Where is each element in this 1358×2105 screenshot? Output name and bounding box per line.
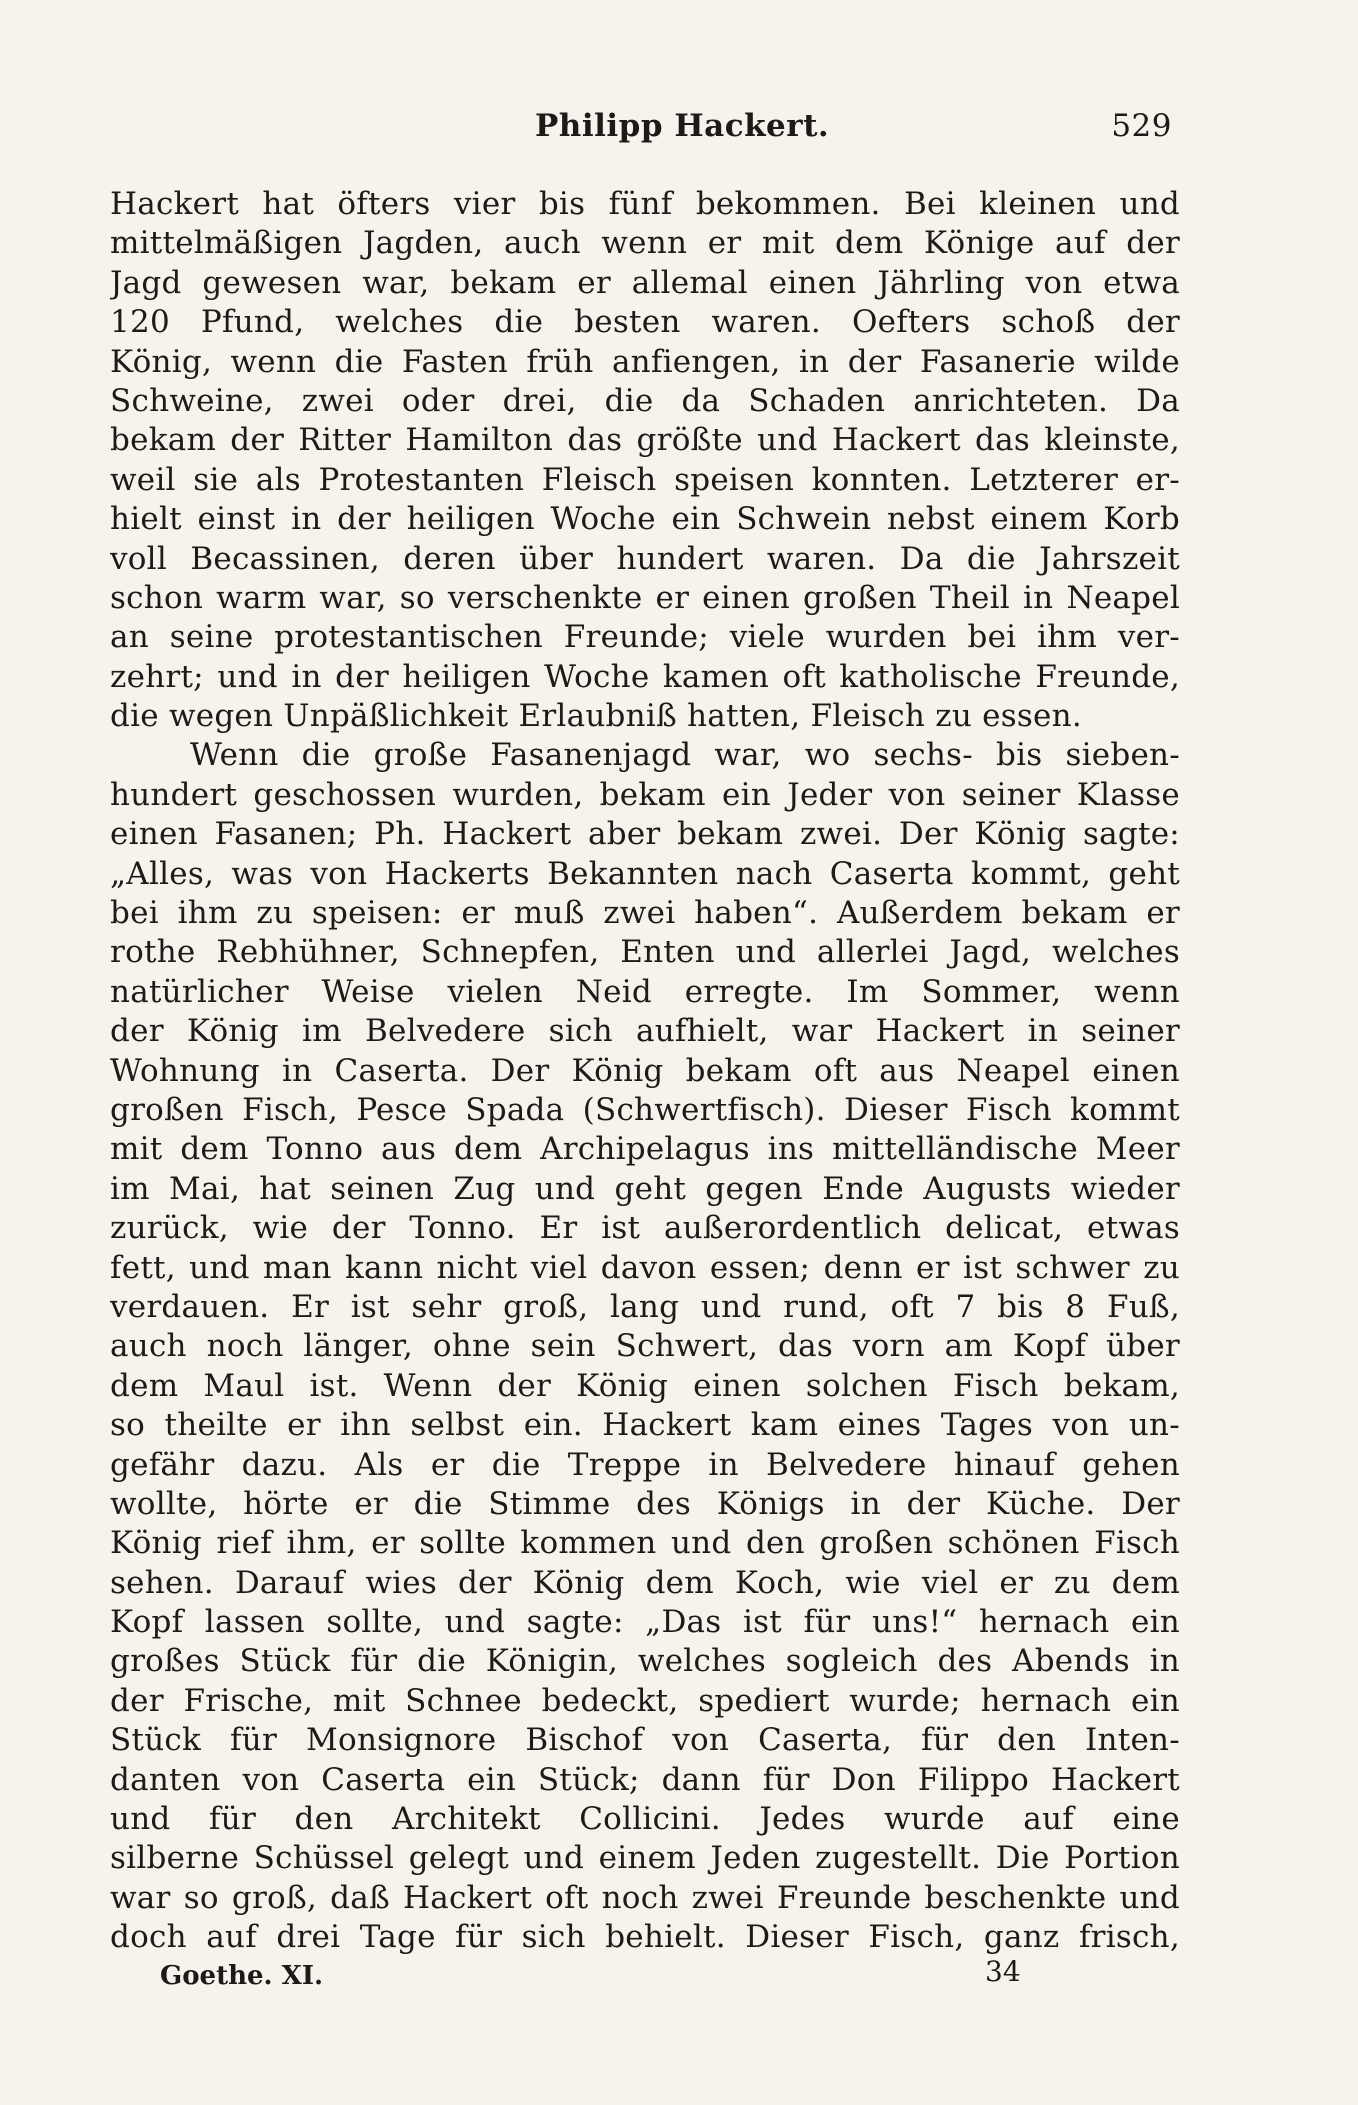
text-line: der Frische, mit Schnee bedeckt, spediert wurde; hernach ein bbox=[110, 1682, 1180, 1719]
text-line: voll Becassinen, deren über hundert waren. Da die Jahrszeit bbox=[110, 540, 1180, 577]
text-line: fett, und man kann nicht viel davon essen; denn er ist schwer zu bbox=[110, 1249, 1180, 1286]
running-head bbox=[0, 108, 1358, 154]
text-line: rothe Rebhühner, Schnepfen, Enten und allerlei Jagd, welches bbox=[110, 934, 1180, 971]
text-line: Jagd gewesen war, bekam er allemal einen Jährling von etwa bbox=[110, 264, 1180, 301]
text-line: im Mai, hat seinen Zug und geht gegen Ende Augusts wieder bbox=[110, 1170, 1180, 1207]
text-line: sehen. Darauf wies der König dem Koch, wie viel er zu dem bbox=[110, 1564, 1180, 1601]
text-line: die wegen Unpäßlichkeit Erlaubniß hatten, Fleisch zu essen. bbox=[110, 698, 1082, 735]
text-line: Hackert hat öfters vier bis fünf bekommen. Bei kleinen und bbox=[110, 186, 1180, 222]
paragraph bbox=[110, 185, 1180, 736]
text-line: hielt einst in der heiligen Woche ein Schwein nebst einem Korb bbox=[110, 501, 1180, 538]
text-line: doch auf drei Tage für sich behielt. Dieser Fisch, ganz frisch, bbox=[110, 1919, 1180, 1956]
text-line: der König im Belvedere sich aufhielt, war Hackert in seiner bbox=[110, 1013, 1180, 1050]
text-line: und für den Architekt Collicini. Jedes wurde auf eine bbox=[110, 1801, 1180, 1838]
text-line: silberne Schüssel gelegt und einem Jeden zugestellt. Die Portion bbox=[110, 1840, 1180, 1877]
text-line: König rief ihm, er sollte kommen und den großen schönen Fisch bbox=[110, 1525, 1180, 1562]
text-line: mit dem Tonno aus dem Archipelagus ins mittelländische Meer bbox=[110, 1131, 1180, 1168]
text-line: so theilte er ihn selbst ein. Hackert kam eines Tages von un- bbox=[110, 1407, 1180, 1444]
text-line: dem Maul ist. Wenn der König einen solchen Fisch bekam, bbox=[110, 1367, 1180, 1404]
text-line: großes Stück für die Königin, welches sogleich des Abends in bbox=[110, 1643, 1180, 1680]
page-footer bbox=[0, 1955, 1358, 1995]
text-line: an seine protestantischen Freunde; viele wurden bei ihm ver- bbox=[110, 619, 1180, 656]
text-line: „Alles, was von Hackerts Bekannten nach Caserta kommt, geht bbox=[110, 855, 1180, 892]
text-line: auch noch länger, ohne sein Schwert, das vorn am Kopf über bbox=[110, 1328, 1180, 1365]
text-line: Wohnung in Caserta. Der König bekam oft aus Neapel einen bbox=[110, 1052, 1180, 1089]
text-line: wollte, hörte er die Stimme des Königs in der Küche. Der bbox=[110, 1485, 1180, 1522]
text-line: weil sie als Protestanten Fleisch speisen konnten. Letzterer er- bbox=[110, 461, 1180, 498]
text-line: bei ihm zu speisen: er muß zwei haben“. Außerdem bekam er bbox=[110, 895, 1180, 932]
text-line: Schweine, zwei oder drei, die da Schaden anrichteten. Da bbox=[110, 382, 1180, 419]
text-line: großen Fisch, Pesce Spada (Schwertfisch). Dieser Fisch kommt bbox=[110, 1091, 1180, 1128]
text-line: verdauen. Er ist sehr groß, lang und rund, oft 7 bis 8 Fuß, bbox=[110, 1288, 1180, 1325]
running-title: Philipp Hackert. bbox=[535, 108, 830, 144]
paragraph bbox=[110, 736, 1180, 1957]
text-line: schon warm war, so verschenkte er einen großen Theil in Neapel bbox=[110, 579, 1180, 616]
text-line: 120 Pfund, welches die besten waren. Oefters schoß der bbox=[110, 304, 1180, 341]
text-line: zurück, wie der Tonno. Er ist außerordentlich delicat, etwas bbox=[110, 1210, 1180, 1247]
text-line: mittelmäßigen Jagden, auch wenn er mit dem Könige auf der bbox=[110, 225, 1180, 262]
text-line: danten von Caserta ein Stück; dann für Don Filippo Hackert bbox=[110, 1761, 1180, 1798]
text-line: natürlicher Weise vielen Neid erregte. Im Sommer, wenn bbox=[110, 973, 1180, 1010]
text-line: einen Fasanen; Ph. Hackert aber bekam zwei. Der König sagte: bbox=[110, 816, 1180, 853]
text-line: Kopf lassen sollte, und sagte: „Das ist für uns!“ hernach ein bbox=[110, 1604, 1180, 1641]
text-line: Wenn die große Fasanenjagd war, wo sechs- bis sieben- bbox=[190, 737, 1180, 774]
body-text bbox=[110, 185, 1180, 1958]
page-number: 529 bbox=[1111, 108, 1172, 144]
text-line: gefähr dazu. Als er die Treppe in Belvedere hinauf gehen bbox=[110, 1446, 1180, 1483]
text-line: Stück für Monsignore Bischof von Caserta, für den Inten- bbox=[110, 1722, 1180, 1759]
text-line: zehrt; und in der heiligen Woche kamen oft katholische Freunde, bbox=[110, 658, 1180, 695]
sheet-number: 34 bbox=[985, 1955, 1021, 1988]
text-line: hundert geschossen wurden, bekam ein Jeder von seiner Klasse bbox=[110, 776, 1180, 813]
text-line: König, wenn die Fasten früh anfiengen, in der Fasanerie wilde bbox=[110, 343, 1180, 380]
signature-mark: Goethe. XI. bbox=[160, 1961, 324, 1991]
text-line: war so groß, daß Hackert oft noch zwei Freunde beschenkte und bbox=[110, 1879, 1180, 1916]
text-line: bekam der Ritter Hamilton das größte und Hackert das kleinste, bbox=[110, 422, 1180, 459]
